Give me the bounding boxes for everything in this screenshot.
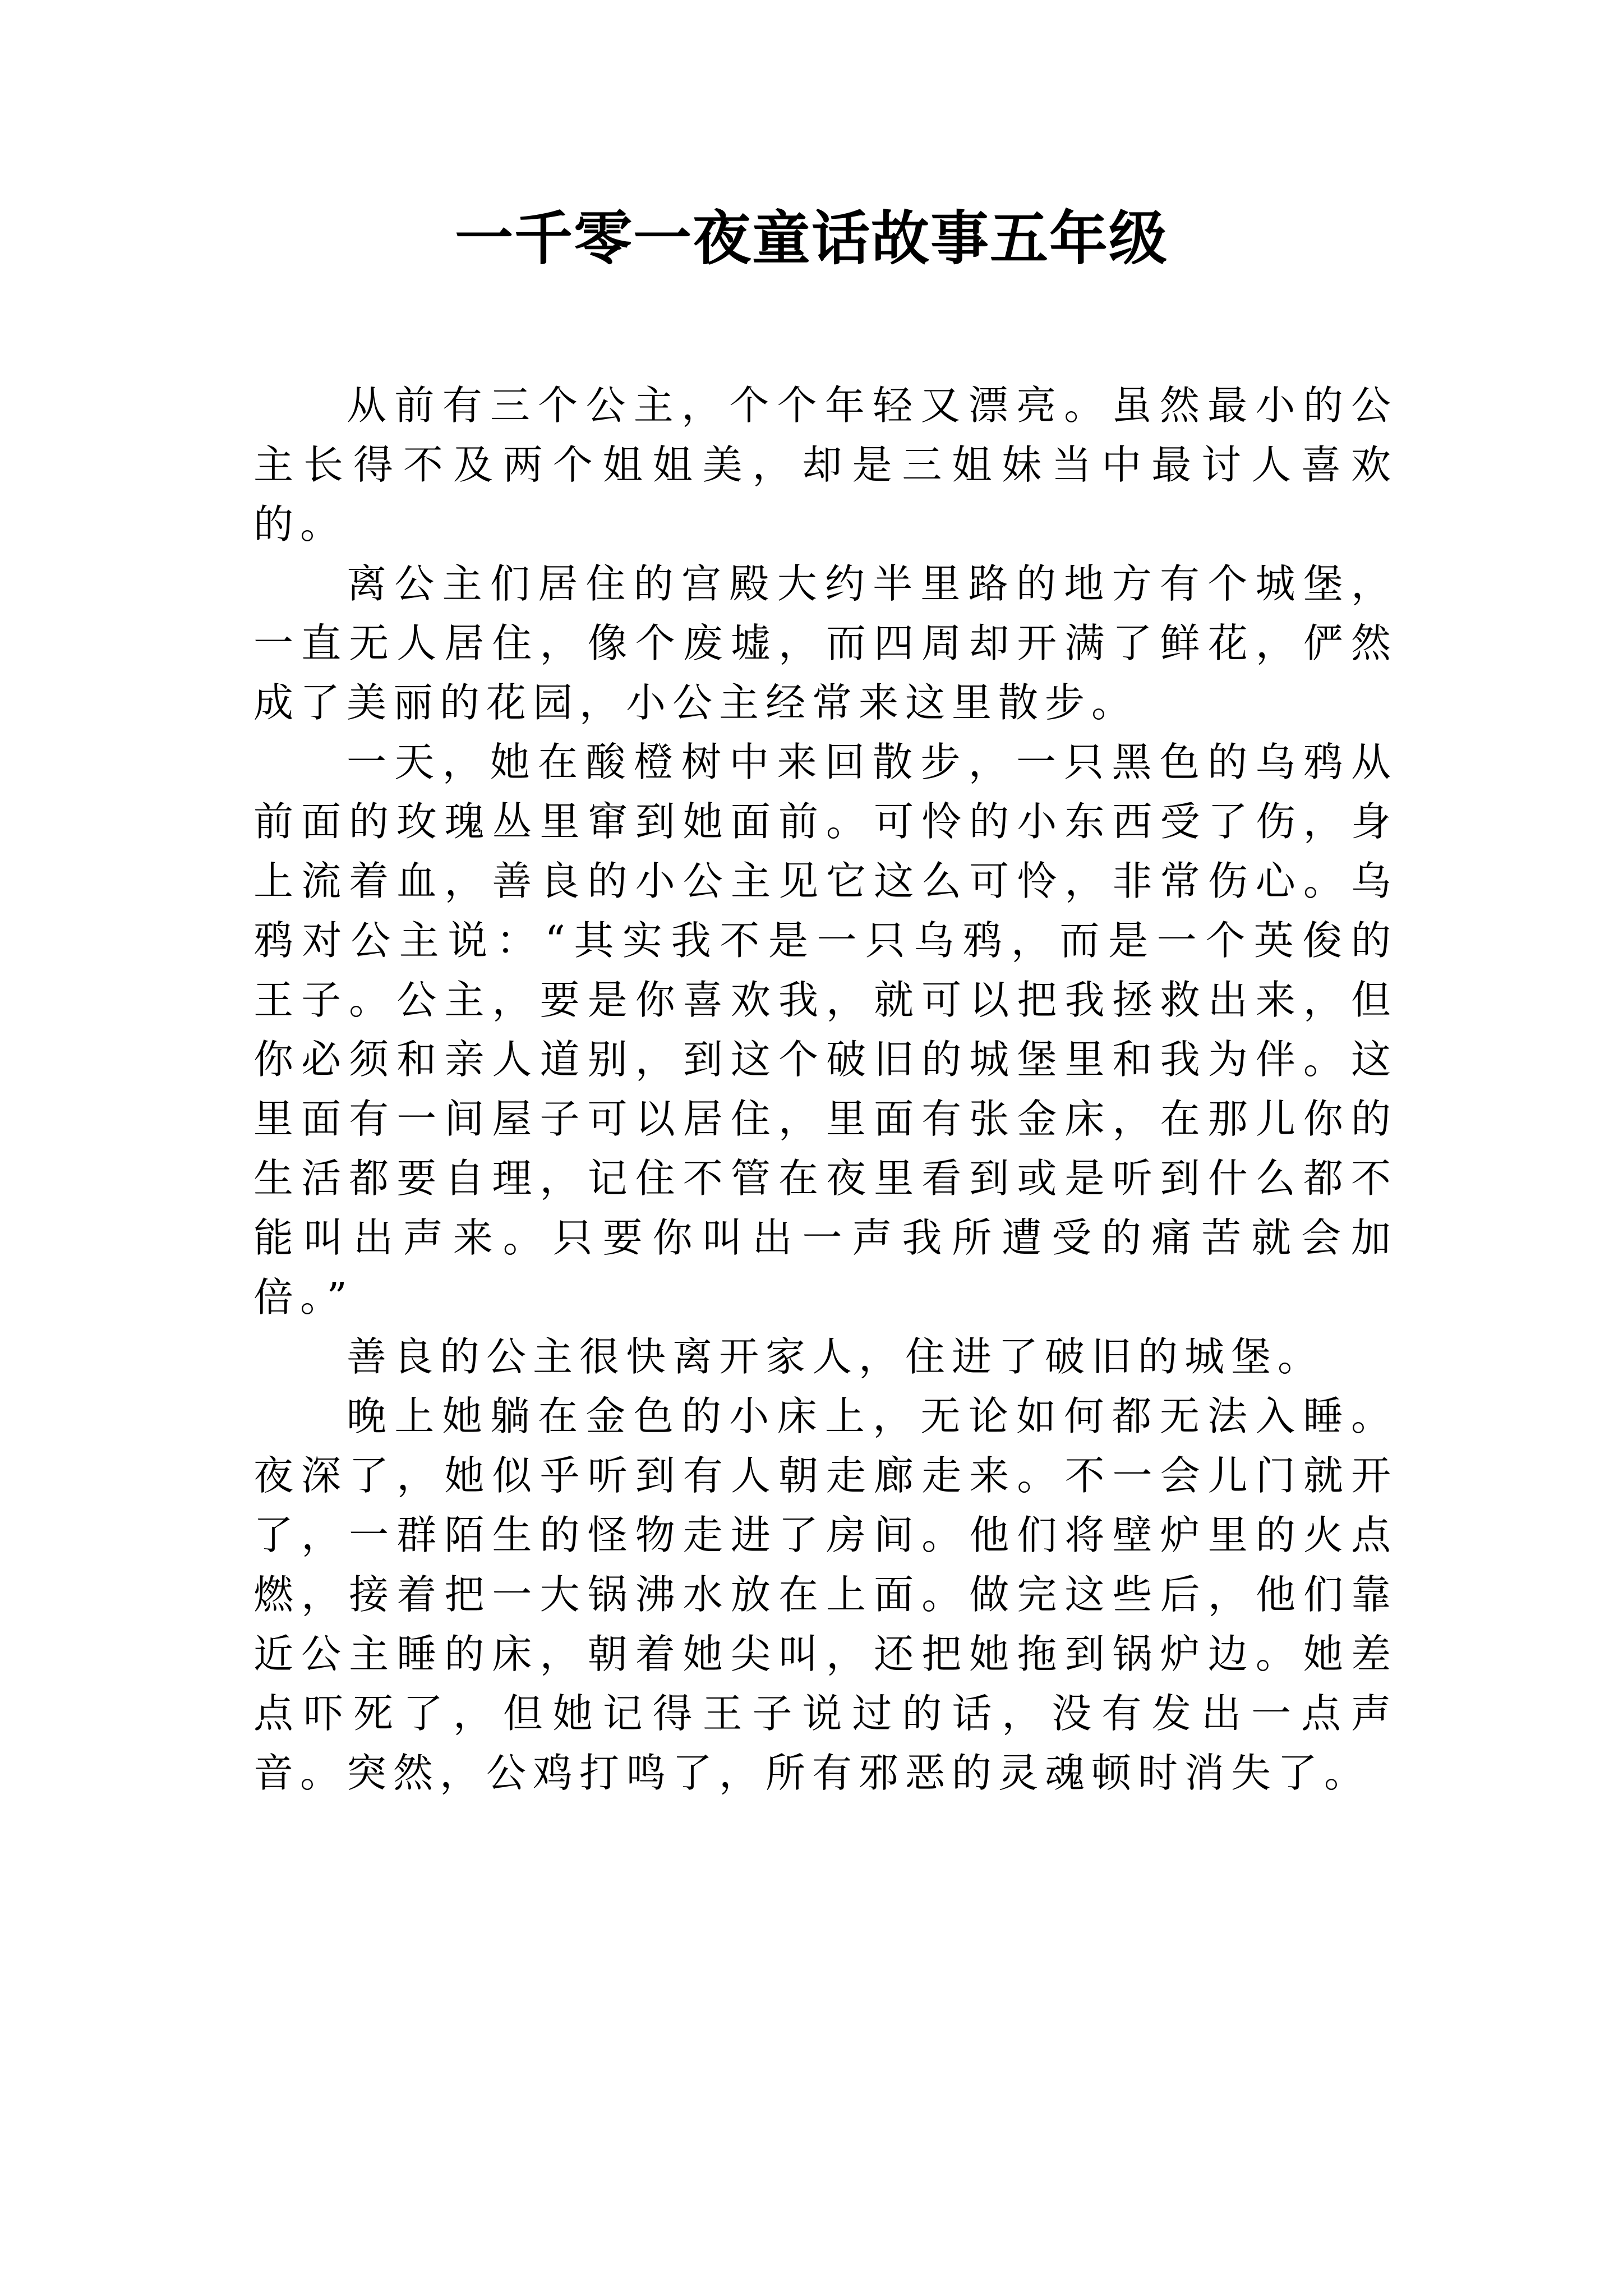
paragraph: 晚上她躺在金色的小床上，无论如何都无法入睡。夜深了，她似乎听到有人朝走廊走来。不一会儿门就开了，一群陌生的怪物走进了房间。他们将壁炉里的火点燃，接着把一大锅沸水放在上面。做完这些后，他们靠近公主睡的床，朝着她尖叫，还把她拖到锅炉边。她差点吓死了，但她记得王子说过的话，没有发出一点声音。突然，公鸡打鸣了，所有邪恶的灵魂顿时消失了。	[253, 1393, 1398, 1796]
paragraph: 离公主们居住的宫殿大约半里路的地方有个城堡，一直无人居住，像个废墟，而四周却开满了鲜花，俨然成了美丽的花园，小公主经常来这里散步。	[253, 560, 1398, 726]
paragraph: 善良的公主很快离开家人，住进了破旧的城堡。	[347, 1333, 1325, 1380]
paragraph: 从前有三个公主，个个年轻又漂亮。虽然最小的公主长得不及两个姐姐美，却是三姐妹当中最讨人喜欢的。	[253, 382, 1398, 547]
document-title: 一千零一夜童话故事五年级	[454, 204, 1168, 273]
document-body	[253, 376, 1398, 1803]
paragraph: 一天，她在酸橙树中来回散步，一只黑色的乌鸦从前面的玫瑰丛里窜到她面前。可怜的小东西受了伤，身上流着血，善良的小公主见它这么可怜，非常伤心。乌鸦对公主说：“其实我不是一只乌鸦，而是一个英俊的王子。公主，要是你喜欢我，就可以把我拯救出来，但你必须和亲人道别，到这个破旧的城堡里和我为伴。这里面有一间屋子可以居住，里面有张金床，在那儿你的生活都要自理，记住不管在夜里看到或是听到什么都不能叫出声来。只要你叫出一声我所遭受的痛苦就会加倍。”	[253, 739, 1398, 1320]
